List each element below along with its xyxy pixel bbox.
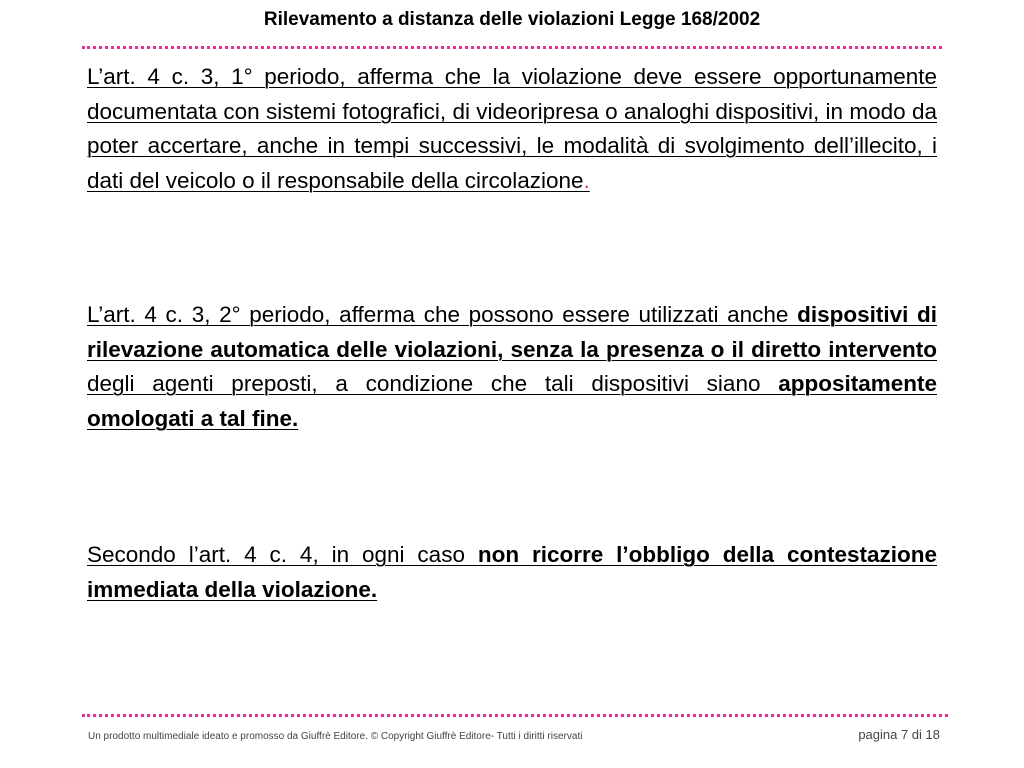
paragraph-1-text: L’art. 4 c. 3, 1° periodo, afferma che la violazione deve essere opportunamente documentata con sistemi fotografici, di videoripresa o analoghi dispositivi, in modo da poter accertare, anche in tempi successivi, le modalità di svolgimento dell’illecito, i dati del veicolo o il responsabile della circolazione [87,64,937,193]
paragraph-art4-c4 [87,538,937,607]
paragraph-3-bold: non ricorre l’obbligo della contestazione immediata della violazione. [87,542,937,602]
paragraph-2-bold-devices: dispositivi di rilevazione automatica delle violazioni, senza la presenza o il diretto intervento [87,302,937,362]
footer-credit: Un prodotto multimediale ideato e promosso da Giuffrè Editore. © Copyright Giuffrè Editore- Tutti i diritti riservati [88,731,583,742]
paragraph-2-middle: degli agenti preposti, a condizione che tali dispositivi siano [87,371,779,396]
footer-divider [82,714,948,717]
header-divider [82,46,942,49]
paragraph-1-end-mark: . [583,167,590,193]
paragraph-2-bold-approved: appositamente omologati a tal fine. [87,371,937,431]
page-number: pagina 7 di 18 [858,727,940,742]
paragraph-2-lead: L’art. 4 c. 3, 2° periodo, afferma che possono essere utilizzati anche [87,302,798,327]
paragraph-3-lead: Secondo l’art. 4 c. 4, in ogni caso [87,542,478,567]
paragraph-art4-c3-second-period [87,298,937,436]
paragraph-art4-c3-first-period [87,60,937,198]
slide-title: Rilevamento a distanza delle violazioni Legge 168/2002 [263,9,761,30]
